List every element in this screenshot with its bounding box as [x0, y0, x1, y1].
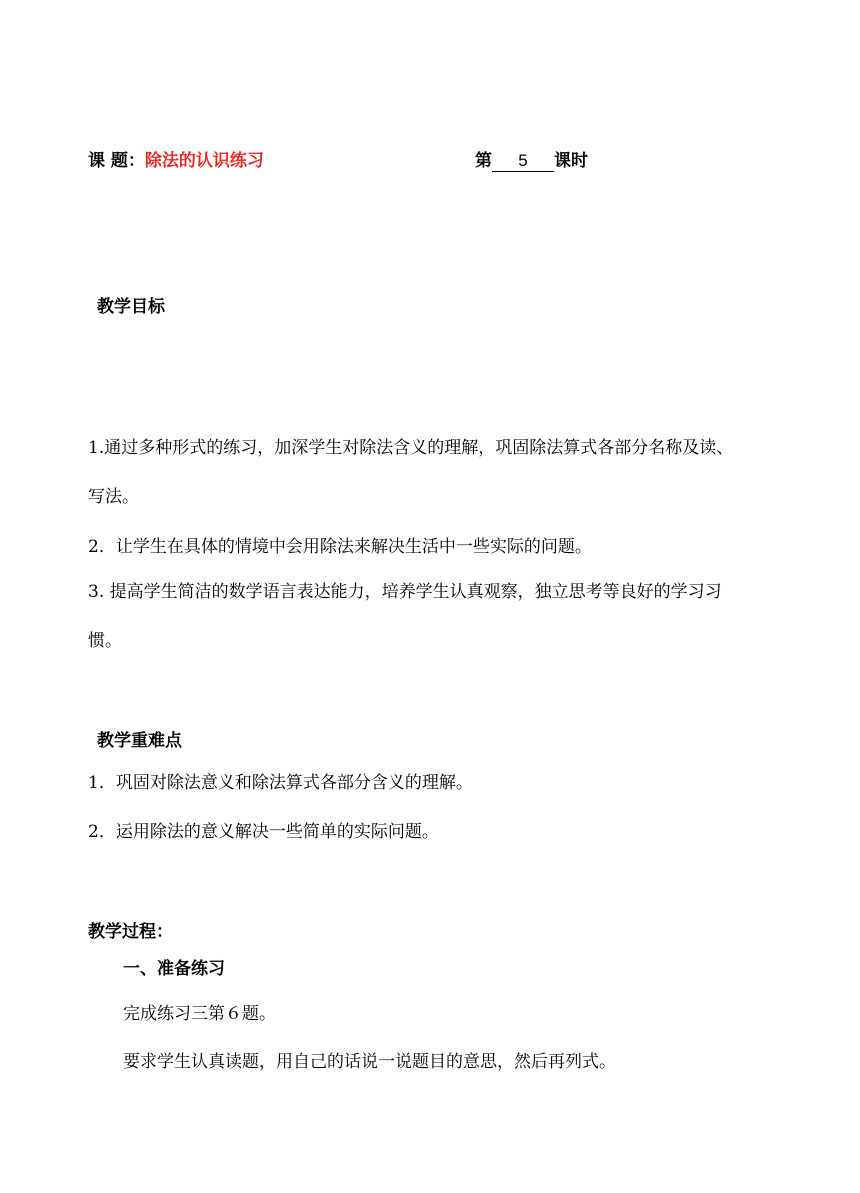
topic-label: 课 题： [88, 151, 145, 171]
section-1-heading: 一、准备练习 [123, 959, 225, 979]
goal-item-1-line-1: 1.通过多种形式的练习，加深学生对除法含义的理解，巩固除法算式各部分名称及读、 [88, 438, 734, 458]
lesson-number-line [475, 149, 588, 173]
process-step-1: 完成练习三第６题。 [123, 1004, 276, 1024]
goal-item-3-line-2: 惯。 [88, 631, 122, 651]
key-point-2: 2．运用除法的意义解决一些简单的实际问题。 [88, 822, 439, 842]
topic-title: 除法的认识练习 [144, 151, 264, 171]
goal-item-2: 2．让学生在具体的情境中会用除法来解决生活中一些实际的问题。 [88, 537, 592, 557]
topic-line [88, 149, 588, 173]
process-heading: 教学过程： [88, 922, 173, 942]
process-step-2: 要求学生认真读题，用自己的话说一说题目的意思，然后再列式。 [123, 1052, 616, 1072]
goal-item-1-line-2: 写法。 [88, 487, 139, 507]
goal-item-3-line-1: 3. 提高学生简洁的数学语言表达能力，培养学生认真观察，独立思考等良好的学习习 [88, 582, 722, 602]
lesson-number: 5 [492, 151, 554, 172]
key-points-heading: 教学重难点 [97, 731, 182, 751]
lesson-prefix: 第 [475, 151, 492, 171]
lesson-suffix: 课时 [554, 151, 588, 171]
goals-heading: 教学目标 [97, 297, 165, 317]
key-point-1: 1．巩固对除法意义和除法算式各部分含义的理解。 [88, 773, 473, 793]
